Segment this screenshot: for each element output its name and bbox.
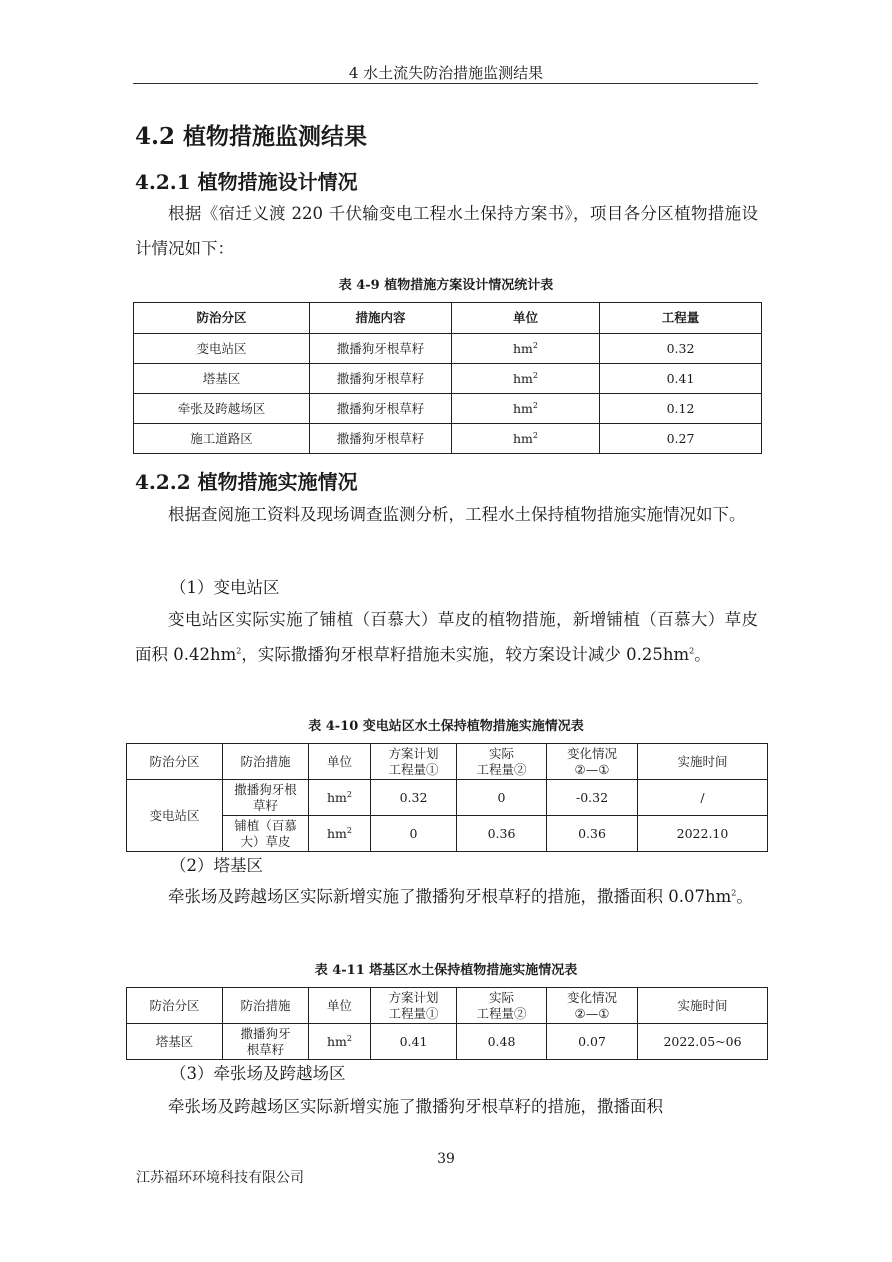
table-cell: 0.36 xyxy=(547,816,638,852)
superscript: 2 xyxy=(532,340,538,350)
table-row xyxy=(134,364,762,394)
superscript: 2 xyxy=(346,1033,352,1043)
table-row xyxy=(134,394,762,424)
table-header-cell: 单位 xyxy=(452,303,600,334)
superscript: 2 xyxy=(731,888,737,898)
header-line: 变化情况 xyxy=(566,745,617,761)
unit-text: hm xyxy=(327,1033,347,1049)
table-header-cell xyxy=(371,988,457,1024)
superscript: 2 xyxy=(236,646,242,655)
unit-text: hm xyxy=(327,789,347,805)
header-line: 变化情况 xyxy=(566,989,617,1005)
table-cell xyxy=(309,780,371,816)
table-header-cell: 单位 xyxy=(309,744,371,780)
section-title-4-2-2: 4.2.2 植物措施实施情况 xyxy=(135,470,358,494)
table-cell: 变电站区 xyxy=(134,334,310,364)
unit-text: hm xyxy=(327,825,347,841)
table-4-10 xyxy=(126,743,768,852)
section-title-4-2: 4.2 植物措施监测结果 xyxy=(135,123,368,150)
header-line: 工程量② xyxy=(476,761,527,777)
superscript: 2 xyxy=(346,825,352,835)
header-line: ②—① xyxy=(574,761,610,777)
table-header-cell: 实施时间 xyxy=(638,988,768,1024)
table-4-10-caption: 表 4-10 变电站区水土保持植物措施实施情况表 xyxy=(308,719,584,734)
cell-line: 撒播狗牙根 xyxy=(234,781,297,797)
paragraph-tower-base xyxy=(135,880,758,915)
section-title-4-2-1: 4.2.1 植物措施设计情况 xyxy=(135,170,358,194)
table-cell: 0.12 xyxy=(600,394,762,424)
cell-line: 草籽 xyxy=(252,797,278,813)
cell-line: 大）草皮 xyxy=(240,833,291,849)
superscript: 2 xyxy=(346,789,352,799)
table-cell xyxy=(223,780,309,816)
table-cell xyxy=(452,424,600,454)
table-cell: 0.48 xyxy=(457,1024,547,1060)
table-header-cell xyxy=(371,744,457,780)
header-line: ②—① xyxy=(574,1005,610,1021)
table-header-cell: 防治措施 xyxy=(223,744,309,780)
table-cell: 施工道路区 xyxy=(134,424,310,454)
table-header-cell: 防治分区 xyxy=(134,303,310,334)
table-header-cell: 防治分区 xyxy=(127,988,223,1024)
table-cell: 0.32 xyxy=(371,780,457,816)
header-line: 工程量② xyxy=(476,1005,527,1021)
table-cell: 牵张及跨越场区 xyxy=(134,394,310,424)
table-cell: 0.41 xyxy=(371,1024,457,1060)
table-header-cell: 实施时间 xyxy=(638,744,768,780)
paragraph-design-intro: 根据《宿迁义渡 220 千伏输变电工程水土保持方案书》，项目各分区植物措施设计情况如下： xyxy=(135,204,758,258)
table-row xyxy=(134,334,762,364)
company-name: 江苏福环环境科技有限公司 xyxy=(136,1170,304,1186)
paragraph-tension-crossing: 牵张场及跨越场区实际新增实施了撒播狗牙根草籽的措施，撒播面积 xyxy=(168,1097,663,1116)
header-line: 实际 xyxy=(488,989,514,1005)
table-4-9-caption: 表 4-9 植物措施方案设计情况统计表 xyxy=(338,278,554,293)
cell-line: 撒播狗牙 xyxy=(240,1025,291,1041)
table-cell: 变电站区 xyxy=(127,780,223,852)
paragraph-substation xyxy=(135,603,758,672)
item-tower-base-area: （2）塔基区 xyxy=(170,856,263,875)
table-header-cell: 工程量 xyxy=(600,303,762,334)
table-header-cell: 措施内容 xyxy=(310,303,452,334)
table-cell xyxy=(223,1024,309,1060)
header-line: 实际 xyxy=(488,745,514,761)
paragraph-implementation-intro: 根据查阅施工资料及现场调查监测分析，工程水土保持植物措施实施情况如下。 xyxy=(168,505,746,524)
table-cell xyxy=(309,1024,371,1060)
running-header: 4 水土流失防治措施监测结果 xyxy=(348,64,544,82)
table-cell: 2022.10 xyxy=(638,816,768,852)
table-cell: -0.32 xyxy=(547,780,638,816)
table-header-cell: 防治分区 xyxy=(127,744,223,780)
table-cell: 0.07 xyxy=(547,1024,638,1060)
table-cell xyxy=(452,334,600,364)
page-number: 39 xyxy=(437,1151,455,1167)
paragraph-text: ，实际撒播狗牙根草籽措施未实施，较方案设计减少 0.25hm xyxy=(241,644,690,664)
unit-text: hm xyxy=(513,400,533,416)
table-4-11-caption: 表 4-11 塔基区水土保持植物措施实施情况表 xyxy=(314,963,578,978)
table-cell: 0.36 xyxy=(457,816,547,852)
header-rule xyxy=(133,83,758,84)
table-cell: 2022.05~06 xyxy=(638,1024,768,1060)
table-row xyxy=(134,424,762,454)
paragraph-text: 牵张场及跨越场区实际新增实施了撒播狗牙根草籽的措施，撒播面积 0.07hm xyxy=(168,887,732,906)
table-cell xyxy=(223,816,309,852)
table-header-cell xyxy=(547,744,638,780)
table-cell xyxy=(452,364,600,394)
table-header-cell xyxy=(457,744,547,780)
cell-line: 根草籽 xyxy=(246,1041,285,1057)
table-header-cell: 防治措施 xyxy=(223,988,309,1024)
table-4-9 xyxy=(133,302,762,454)
table-4-11 xyxy=(126,987,768,1060)
paragraph-text: 。 xyxy=(694,644,711,664)
table-cell: 撒播狗牙根草籽 xyxy=(310,394,452,424)
paragraph-text: 。 xyxy=(736,887,753,906)
table-cell: / xyxy=(638,780,768,816)
table-cell: 0 xyxy=(457,780,547,816)
table-header-cell: 单位 xyxy=(309,988,371,1024)
cell-line: 铺植（百慕 xyxy=(234,817,297,833)
table-cell: 塔基区 xyxy=(127,1024,223,1060)
superscript: 2 xyxy=(689,646,695,655)
table-header-cell xyxy=(457,988,547,1024)
table-cell: 塔基区 xyxy=(134,364,310,394)
superscript: 2 xyxy=(532,430,538,440)
table-cell xyxy=(309,816,371,852)
item-substation-area: （1）变电站区 xyxy=(170,578,280,597)
table-header-row xyxy=(127,988,768,1024)
table-cell: 0 xyxy=(371,816,457,852)
table-header-row xyxy=(134,303,762,334)
table-cell: 0.27 xyxy=(600,424,762,454)
table-cell xyxy=(452,394,600,424)
superscript: 2 xyxy=(532,370,538,380)
header-line: 方案计划 xyxy=(388,745,439,761)
table-cell: 0.41 xyxy=(600,364,762,394)
table-header-row xyxy=(127,744,768,780)
table-row xyxy=(127,780,768,816)
table-cell: 撒播狗牙根草籽 xyxy=(310,334,452,364)
header-line: 工程量① xyxy=(388,761,439,777)
unit-text: hm xyxy=(513,430,533,446)
table-cell: 0.32 xyxy=(600,334,762,364)
header-line: 工程量① xyxy=(388,1005,439,1021)
header-line: 方案计划 xyxy=(388,989,439,1005)
item-tension-crossing-area: （3）牵张场及跨越场区 xyxy=(170,1064,346,1083)
table-cell: 撒播狗牙根草籽 xyxy=(310,364,452,394)
unit-text: hm xyxy=(513,370,533,386)
table-cell: 撒播狗牙根草籽 xyxy=(310,424,452,454)
table-row xyxy=(127,816,768,852)
superscript: 2 xyxy=(532,400,538,410)
table-header-cell xyxy=(547,988,638,1024)
unit-text: hm xyxy=(513,340,533,356)
paragraph-text: 变电站区实际实施了铺植（百慕大）草皮的植物措施，新增铺植（百慕大）草皮面积 0.42hm xyxy=(135,610,758,664)
table-row xyxy=(127,1024,768,1060)
